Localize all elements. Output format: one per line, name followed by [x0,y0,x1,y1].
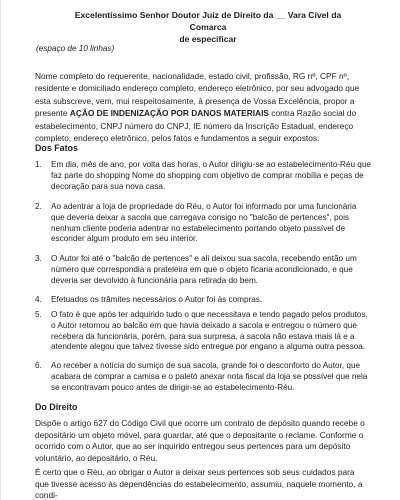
law-paragraph-1 [35,418,369,464]
fact-number: 6. [35,361,42,370]
section-heading-facts: Dos Fatos [35,143,78,153]
fact-number: 4. [35,295,42,304]
header-line-2: de especificar [179,34,237,44]
fact-text: O Autor foi até o "balcão de pertences" e ali deixou sua sacola, recebendo então um número que correspondia a prateleira em que o objeto ficaria acondicionado, e que deveria ser devolvido à funcionária para retirada do bem. [51,254,357,285]
intro-paragraph [35,70,369,144]
action-title: AÇÃO DE INDENIZAÇÃO POR DANOS MATERIAIS [69,108,269,119]
fact-text: Ao adentrar a loja de propriedade do Réu, o Autor foi informado por uma funcionária que deveria deixar a sacola que carregava consigo no "balcão de pertences", pois nenhum cliente poderia adentrar no estabelecimento portando objeto passível de esconder algum produto em seu interior. [51,202,357,244]
fact-number: 5. [35,310,42,319]
law-text-1: Dispõe o artigo 627 do Código Civil que ocorre um contrato de depósito quando recebe o depositário um objeto móvel, para guardar, até que o depositante o reclame. Conforme o ocorrido com o Autor, que ao ser inquirido entregou seus pertences para um depósito voluntário, ao depositário, o Réu. [35,418,365,463]
fact-text: Ao receber a notícia do sumiço de sua sacola, grande foi o desconforto do Autor, que acabara de comprar a camisa e o paletó anexar nota fiscal da loja se possível que nela se encontravam pouco antes de dirigir-se ao estabelecimento-Réu. [51,361,368,392]
fact-text: Em dia, mês de ano, por volta das horas, o Autor dirigiu-se ao estabelecimento-Réu que faz parte do shopping Nome do shopping com objetivo de comprar mobília e peças de decoração para sua nova casa. [51,160,371,191]
document-header [63,9,353,45]
intro-text-part-1: Nome completo do requerente, nacionalidade, estado civil, profissão, RG nº, CPF nº, residente e domiciliado endereço completo, endereço eletrônico, por seu advogado que esta subscreve, vem, mui respeitosamente, à presença de Vossa Excelência, propor a presente [35,71,360,119]
fact-number: 3. [35,254,42,263]
fact-text: Efetuados os trâmites necessários o Autor foi às compras. [51,295,263,304]
intro-text-part-2: contra Razão social do estabelecimento, CNPJ número do CNPJ, IE número da Inscrição Estadual, endereço completo, endereço eletrônico, pelos fatos e fundamentos a seguir expostos: [35,108,357,144]
section-heading-law: Do Direito [35,402,78,412]
space-note: (espaço de 10 linhas) [36,44,115,53]
fact-number: 2. [35,202,42,211]
law-paragraph-2 [35,467,369,500]
header-line-1: Excelentíssimo Senhor Doutor Juiz de Direito da __ Vara Cível da Comarca [74,10,342,32]
fact-number: 1. [35,160,42,169]
law-text-2: É certo que o Réu, ao obrigar o Autor a deixar seus pertences sob seus cuidados para que tivesse acesso às dependências do estabelecimento, assumiu, naquele momento, a condi- [35,467,363,500]
fact-text: O fato é que após ter adquirido tudo o que necessitava e tendo pagado pelos produtos, o Autor retornou ao balcão em que havia deixado a sacola e entregou o número que recebera da funcionária, porém, para sua surpresa, a sacola não estava mais lá e a atendente alegou que talvez tivesse sido entregue por engano a alguma outra pessoa. [51,310,368,352]
